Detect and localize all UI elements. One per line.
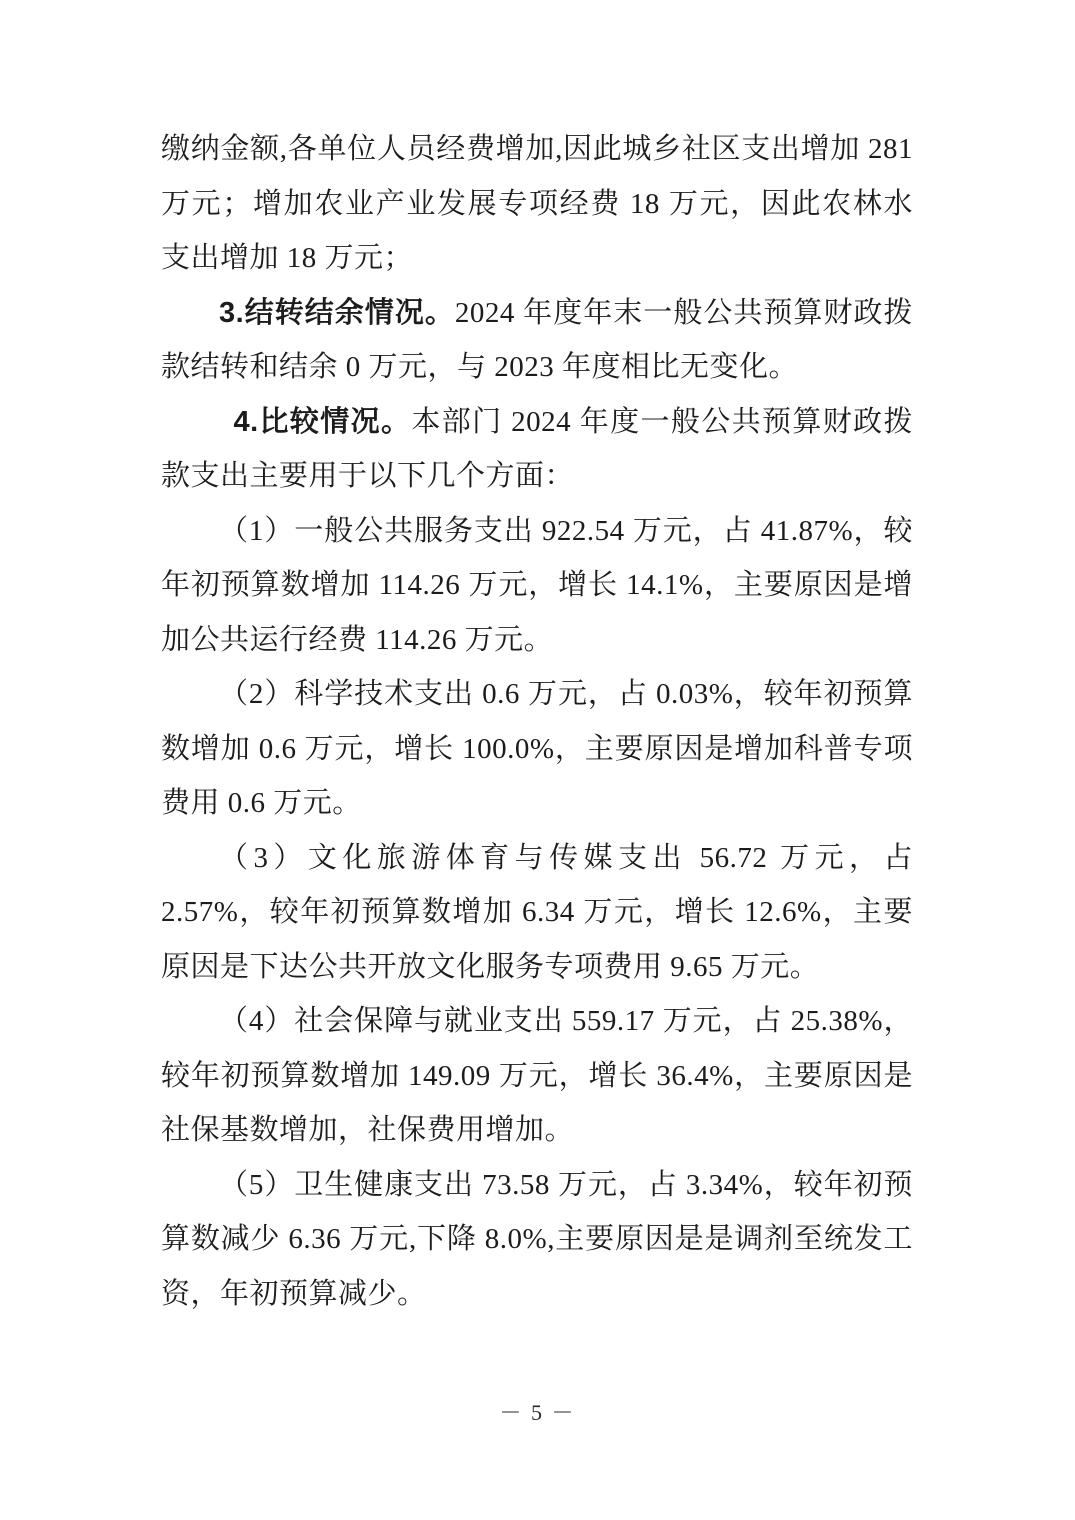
paragraph-text: 2024 年度年末一般公共预算财政拨款结转和结余 0 万元，与 2023 年度相比无变化。 [161,296,913,383]
paragraph-text: （2）科学技术支出 0.6 万元，占 0.03%，较年初预算数增加 0.6 万元，增长 100.0%，主要原因是增加科普专项费用 0.6 万元。 [161,678,913,819]
document-body-text [161,122,913,1321]
paragraph-item-3-culture-tourism-sports-media [161,831,913,995]
paragraph-text: （5）卫生健康支出 73.58 万元，占 3.34%，较年初预算数减少 6.36 万元,下降 8.0%,主要原因是是调剂至统发工资，年初预算减少。 [161,1168,913,1310]
paragraph-text: （4）社会保障与就业支出 559.17 万元，占 25.38%，较年初预算数增加 149.09 万元，增长 36.4%，主要原因是社保基数增加，社保费用增加。 [161,1005,913,1146]
paragraph-item-1-general-public-services [161,504,913,668]
paragraph-section-3 [161,286,913,395]
paragraph-text: （1）一般公共服务支出 922.54 万元，占 41.87%，较年初预算数增加 114.26 万元，增长 14.1%，主要原因是增加公共运行经费 114.26 万元。 [161,514,913,656]
paragraph-text: （3）文化旅游体育与传媒支出 56.72 万元，占 2.57%，较年初预算数增加 6.34 万元，增长 12.6%，主要原因是下达公共开放文化服务专项费用 9.65 万元。 [161,841,913,983]
paragraph-item-5-health [161,1158,913,1322]
paragraph-continuation [161,122,913,286]
paragraph-text: 本部门 2024 年度一般公共预算财政拨款支出主要用于以下几个方面： [161,405,913,492]
paragraph-item-4-social-security-employment [161,994,913,1158]
paragraph-section-4 [161,395,913,504]
page-number: － 5 － [499,1400,576,1425]
section-heading-carryover: 3.结转结余情况。 [219,296,455,329]
paragraph-text: 缴纳金额,各单位人员经费增加,因此城乡社区支出增加 281 万元；增加农业产业发展专项经费 18 万元，因此农林水支出增加 18 万元； [161,133,913,274]
section-heading-comparison: 4.比较情况。 [233,405,412,438]
paragraph-item-2-science-technology [161,667,913,831]
